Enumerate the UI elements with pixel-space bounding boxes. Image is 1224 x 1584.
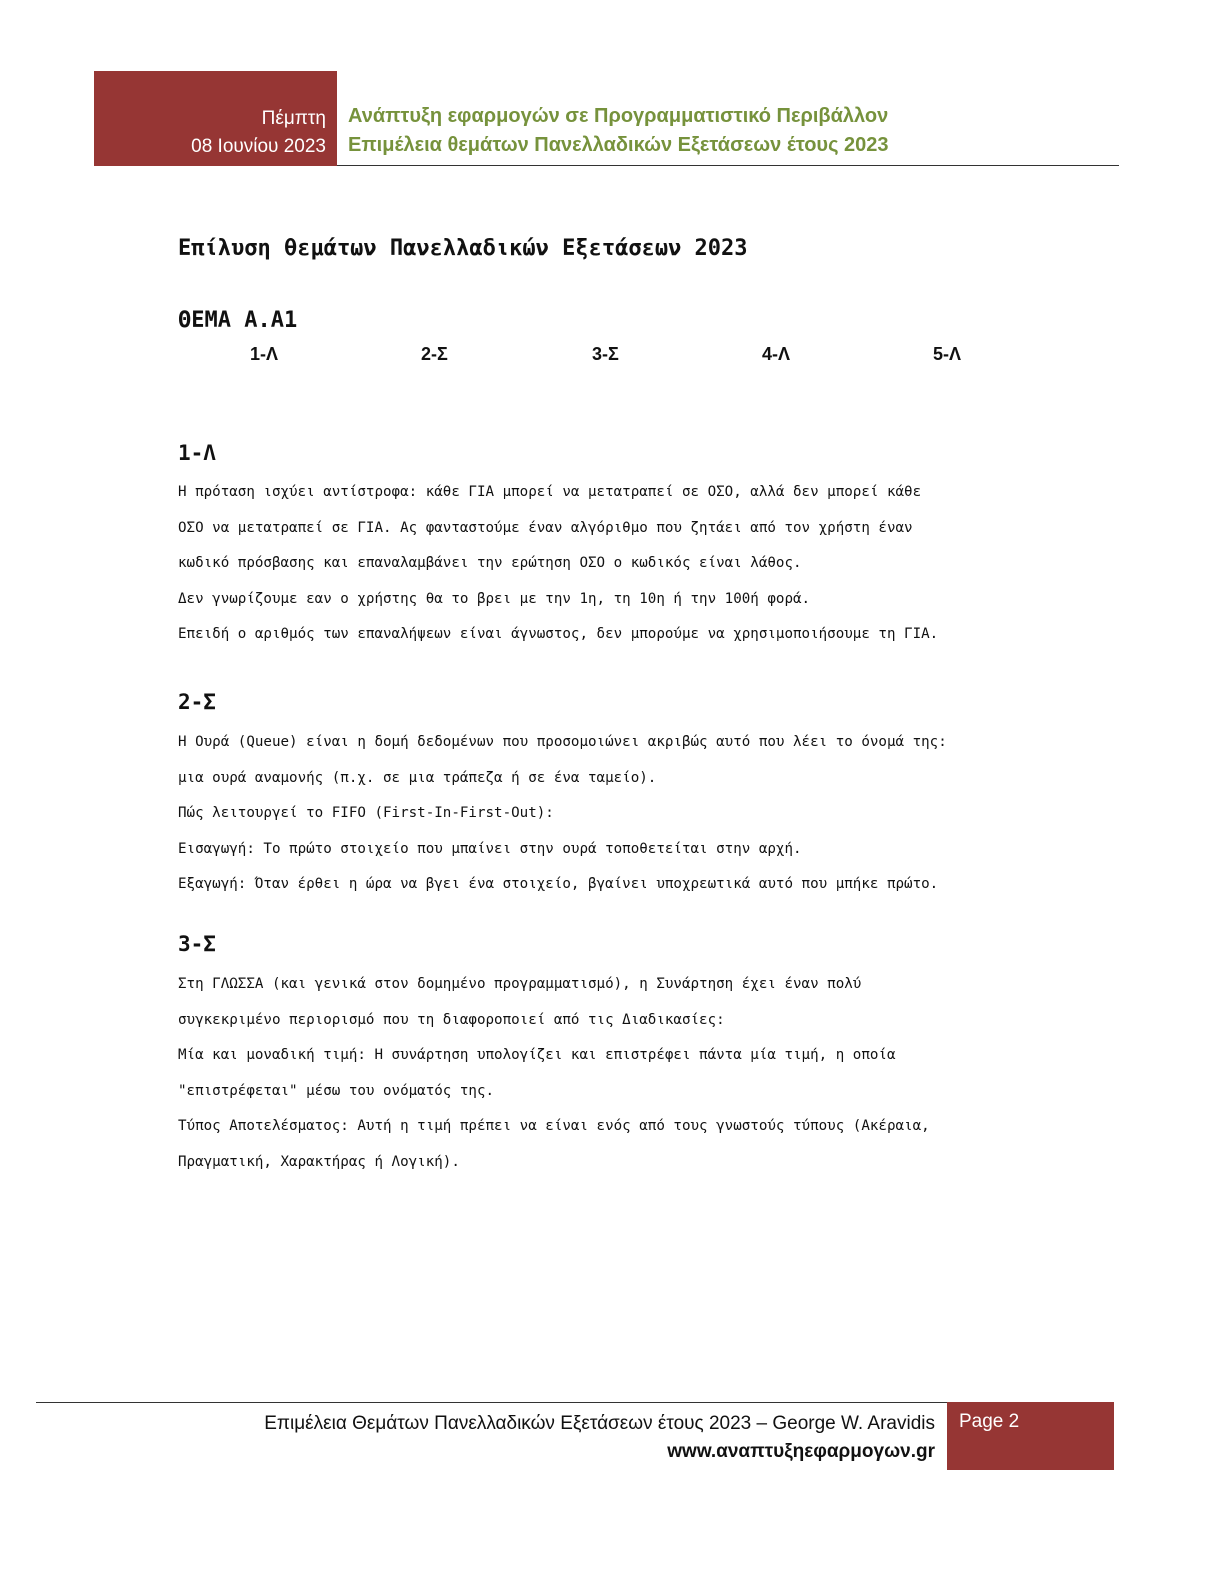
text-line: Μία και μοναδική τιμή: Η συνάρτηση υπολογίζει και επιστρέφει πάντα μία τιμή, η οποία — [178, 1047, 896, 1064]
text-line: "επιστρέφεται" μέσω του ονόματός της. — [178, 1082, 495, 1099]
header-date: 08 Ιουνίου 2023 — [191, 136, 326, 157]
answer-item-2: 2-Σ — [421, 344, 448, 364]
header-titles — [348, 102, 889, 160]
question-1-explanation — [178, 475, 938, 653]
footer-credit-line: Επιμέλεια Θεμάτων Πανελλαδικών Εξετάσεων έτους 2023 – George W. Aravidis — [264, 1413, 935, 1434]
text-line: κωδικό πρόσβασης και επαναλαμβάνει την ερώτηση ΟΣΟ ο κωδικός είναι λάθος. — [178, 555, 802, 572]
question-1-heading: 1-Λ — [178, 441, 216, 465]
text-line: Η πρόταση ισχύει αντίστροφα: κάθε ΓΙΑ μπορεί να μετατραπεί σε ΟΣΟ, αλλά δεν μπορεί κάθε — [178, 484, 922, 500]
footer-website: www.αναπτυξηεφαρμογων.gr — [667, 1441, 935, 1462]
question-2-heading: 2-Σ — [178, 690, 216, 714]
text-line: Η Ουρά (Queue) είναι η δομή δεδομένων που προσομοιώνει ακριβώς αυτό που λέει το όνομά της: — [178, 734, 947, 750]
header-date-box — [94, 71, 337, 166]
text-line: Εισαγωγή: Το πρώτο στοιχείο που μπαίνει στην ουρά τοποθετείται στην αρχή. — [178, 840, 802, 857]
text-line: ΟΣΟ να μετατραπεί σε ΓΙΑ. Ας φανταστούμε έναν αλγόριθμο που ζητάει από τον χρήστη έναν — [178, 519, 913, 536]
text-line: Πραγματική, Χαρακτήρας ή Λογική). — [178, 1153, 460, 1170]
text-line: Εξαγωγή: Όταν έρθει η ώρα να βγει ένα στοιχείο, βγαίνει υποχρεωτικά αυτό που μπήκε πρώτο. — [178, 876, 939, 893]
text-line: Επειδή ο αριθμός των επαναλήψεων είναι άγνωστος, δεν μπορούμε να χρησιμοποιήσουμε τη ΓΙΑ. — [178, 626, 939, 643]
document-title: Επίλυση θεμάτων Πανελλαδικών Εξετάσεων 2023 — [178, 236, 748, 261]
header-title-line1: Ανάπτυξη εφαρμογών σε Προγραμματιστικό Περιβάλλον — [348, 105, 889, 127]
question-3-heading: 3-Σ — [178, 932, 216, 956]
header-divider — [337, 165, 1119, 166]
footer-credits — [264, 1410, 935, 1466]
answer-item-5: 5-Λ — [933, 344, 962, 364]
header-day: Πέμπτη — [261, 108, 326, 129]
text-line: Τύπος Αποτελέσματος: Αυτή η τιμή πρέπει να είναι ενός από τους γνωστούς τύπους (Ακέραια, — [178, 1118, 930, 1135]
question-2-explanation — [178, 725, 947, 903]
text-line: μια ουρά αναμονής (π.χ. σε μια τράπεζα ή σε ένα ταμείο). — [178, 769, 657, 786]
answer-item-1: 1-Λ — [250, 344, 279, 364]
question-3-explanation — [178, 967, 930, 1181]
page-number: Page 2 — [959, 1411, 1020, 1432]
text-line: συγκεκριμένο περιορισμό που τη διαφοροποιεί από τις Διαδικασίες: — [178, 1011, 725, 1028]
answer-item-3: 3-Σ — [592, 344, 619, 364]
text-line: Στη ΓΛΩΣΣΑ (και γενικά στον δομημένο προγραμματισμό), η Συνάρτηση έχει έναν πολύ — [178, 976, 862, 992]
text-line: Πώς λειτουργεί το FIFO (First-In-First-Out): — [178, 805, 554, 822]
answer-item-4: 4-Λ — [762, 344, 791, 364]
section-heading: ΘΕΜΑ Α.Α1 — [178, 308, 298, 333]
page-number-box — [947, 1402, 1114, 1470]
text-line: Δεν γνωρίζουμε εαν ο χρήστης θα το βρει με την 1η, τη 10η ή την 100ή φορά. — [178, 590, 811, 607]
footer-divider — [36, 1402, 948, 1403]
header-title-line2: Επιμέλεια θεμάτων Πανελλαδικών Εξετάσεων έτους 2023 — [348, 134, 889, 156]
